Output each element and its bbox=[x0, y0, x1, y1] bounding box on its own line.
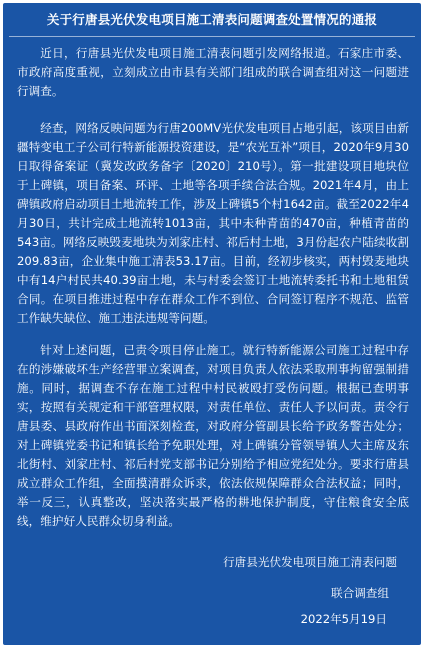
notice-title: 关于行唐县光伏发电项目施工清表问题调查处置情况的通报 bbox=[46, 12, 378, 27]
paragraph-actions: 针对上述问题，已责令项目停止施工。就行特新能源公司施工过程中存在的涉嫌破坏生产经营罪立案调查，对项目负责人依法采取刑事拘留强制措施。同时，据调查不存在施工过程中村民被殴打受伤问题。根据已查明事实，按照有关规定和干部管理权限，对责任单位、责任人予以问责。责令行唐县委、县政府作出书面深刻检查，对政府分管副县长给予政务警告处分；对上碑镇党委书记和镇长给予免职处理，对上碑镇分管领导镇人大主席及东北街村、刘家庄村、祁后村党支部书记分别给予相应党纪处分。要求行唐县成立群众工作组，全面摸清群众诉求，依法依规保障群众合法权益；同时，举一反三，认真整改，坚决落实最严格的耕地保护制度，守住粮食安全底线，维护好人民群众切身利益。 bbox=[17, 343, 409, 528]
paragraph-findings: 经查，网络反映问题为行唐200MV光伏发电项目占地引起，该项目由新疆特变电工子公司行特新能源投资建设，是“农光互补”项目，2020年9月30日取得备案证（冀发改政务备字〔2020〕210号）。第一批建设项目地块位于上碑镇，项目备案、环评、土地等各项手续合法合规。2021年4月，由上碑镇政府启动项目土地流转工作，涉及上碑镇5个村1642亩。截至2022年4月30日，共计完成土地流转1013亩，其中未种青苗的470亩，种植青苗的543亩。网络反映毁麦地块为刘家庄村、祁后村土地，3月份起农户陆续收割209.83亩，企业集中施工清表53.17亩。目前，经初步核实，两村毁麦地块中有14户村民共40.39亩土地，未与村委会签订土地流转委托书和土地租赁合同。在项目推进过程中存在群众工作不到位、合同签订程序不规范、监管工作缺失缺位、施工违法违规等问题。 bbox=[17, 121, 409, 325]
signature-group: 联合调查组 bbox=[331, 586, 389, 600]
notice-panel bbox=[3, 3, 421, 645]
signature-date: 2022年5月19日 bbox=[300, 612, 387, 626]
paragraph-intro: 近日，行唐县光伏发电项目施工清表问题引发网络报道。石家庄市委、市政府高度重视，立刻成立由市县有关部门组成的联合调查组对这一问题进行调查。 bbox=[17, 46, 409, 98]
signature-issuer: 行唐县光伏发电项目施工清表问题 bbox=[223, 555, 397, 569]
title-divider bbox=[9, 36, 415, 37]
